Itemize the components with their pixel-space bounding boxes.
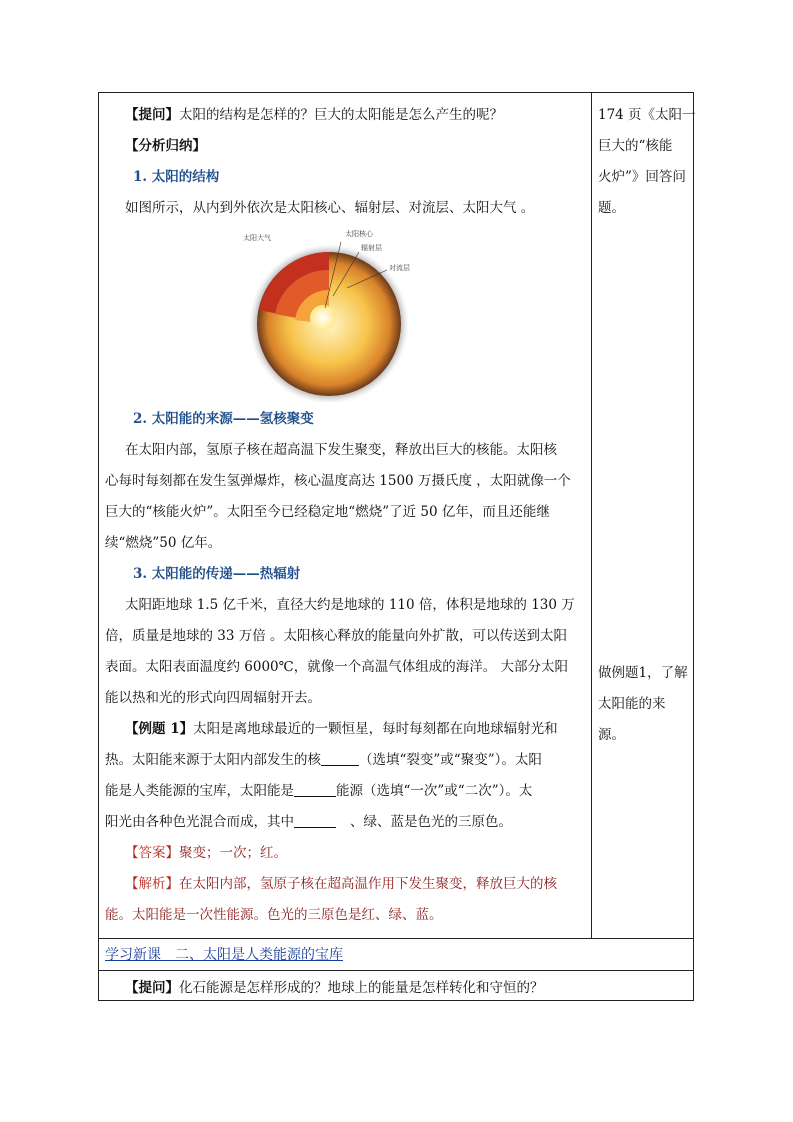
question-tag: 【提问】 (125, 107, 179, 123)
main-content-cell (105, 100, 585, 931)
note2-line: 做例题1，了解 (598, 665, 688, 681)
heading-energy-transfer: 3. 太阳能的传递——热辐射 (133, 566, 301, 582)
paragraph-transfer-4: 能以热和光的形式向四周辐射开去。 (105, 690, 321, 706)
label-atmosphere: 太阳大气 (243, 234, 271, 242)
label-core: 太阳核心 (345, 230, 373, 238)
paragraph-source-3: 巨大的“核能火炉”。太阳至今已经稳定地“燃烧”了近 50 亿年，而且还能继 (105, 504, 550, 520)
answer-blank-3[interactable] (294, 813, 336, 828)
question-text: 化石能源是怎样形成的？地球上的能量是怎样转化和守恒的？ (179, 980, 544, 996)
note2-line: 源。 (598, 727, 625, 743)
answer-line (105, 838, 585, 869)
answer-blank-2[interactable] (294, 782, 336, 797)
label-radiation: 辐射层 (361, 244, 382, 252)
explain-tag: 【解析】 (125, 876, 179, 892)
sun-structure-figure (105, 224, 585, 404)
paragraph-source-2: 心每时每刻都在发生氢弹爆炸，核心温度高达 1500 万摄氏度 ，太阳就像一个 (105, 473, 571, 489)
explain-line-1: 【解析】在太阳内部，氢原子核在超高温作用下发生聚变，释放巨大的核 (125, 876, 557, 892)
question-line (105, 100, 585, 131)
note1-line: 巨大的“核能 (598, 138, 673, 154)
note1-line: 火炉”》回答问 (598, 169, 686, 185)
question-tag: 【提问】 (125, 980, 179, 996)
question-text: 太阳的结构是怎样的？巨大的太阳能是怎么产生的呢？ (179, 107, 503, 123)
row-divider (98, 970, 694, 971)
paragraph-source-4: 续“燃烧”50 亿年。 (105, 535, 222, 551)
example-line-1: 【例题 1】太阳是离地球最近的一颗恒星，每时每刻都在向地球辐射光和 (125, 721, 558, 737)
label-convection: 对流层 (389, 264, 410, 272)
note1-line: 题。 (598, 200, 625, 216)
answer-text: 聚变；一次；红。 (179, 845, 287, 861)
example-tag: 【例题 1】 (125, 721, 194, 737)
note1-line: 174 页《太阳一 (598, 107, 696, 123)
paragraph-transfer-3: 表面。太阳表面温度约 6000℃，就像一个高温气体组成的海洋。 大部分太阳 (105, 659, 569, 675)
heading-energy-source: 2. 太阳能的来源——氢核聚变 (133, 411, 314, 427)
section-title: 学习新课 二、太阳是人类能源的宝库 (105, 947, 343, 963)
example-line-2: 热。太阳能来源于太阳内部发生的核 （选填“裂变”或“聚变”）。太阳 (105, 752, 542, 768)
paragraph-source-1: 在太阳内部，氢原子核在超高温下发生聚变，释放出巨大的核能。太阳核 (125, 442, 557, 458)
sun-cross-section-image (241, 230, 431, 402)
note2-line: 太阳能的来 (598, 696, 666, 712)
analysis-tag: 【分析归纳】 (125, 138, 206, 154)
paragraph-transfer-1: 太阳距地球 1.5 亿千米，直径大约是地球的 110 倍，体积是地球的 130 万 (125, 597, 575, 613)
question-line-2 (125, 976, 544, 996)
answer-blank-1[interactable] (321, 751, 359, 766)
explain-line-2: 能。太阳能是一次性能源。色光的三原色是红、绿、蓝。 (105, 907, 443, 923)
example-line-3: 能是人类能源的宝库，太阳能是 能源（选填“一次”或“二次”）。太 (105, 783, 533, 799)
answer-tag: 【答案】 (125, 845, 179, 861)
heading-sun-structure: 1. 太阳的结构 (133, 169, 220, 185)
row-divider (98, 938, 694, 939)
column-divider (591, 92, 592, 938)
paragraph-structure: 如图所示，从内到外依次是太阳核心、辐射层、对流层、太阳大气 。 (125, 200, 535, 216)
paragraph-transfer-2: 倍，质量是地球的 33 万倍 。太阳核心释放的能量向外扩散，可以传送到太阳 (105, 628, 568, 644)
example-line-4: 阳光由各种色光混合而成，其中 、绿、蓝是色光的三原色。 (105, 814, 512, 830)
side-notes-cell (598, 100, 696, 751)
sun-core (310, 305, 336, 331)
lesson-table (98, 92, 694, 1001)
